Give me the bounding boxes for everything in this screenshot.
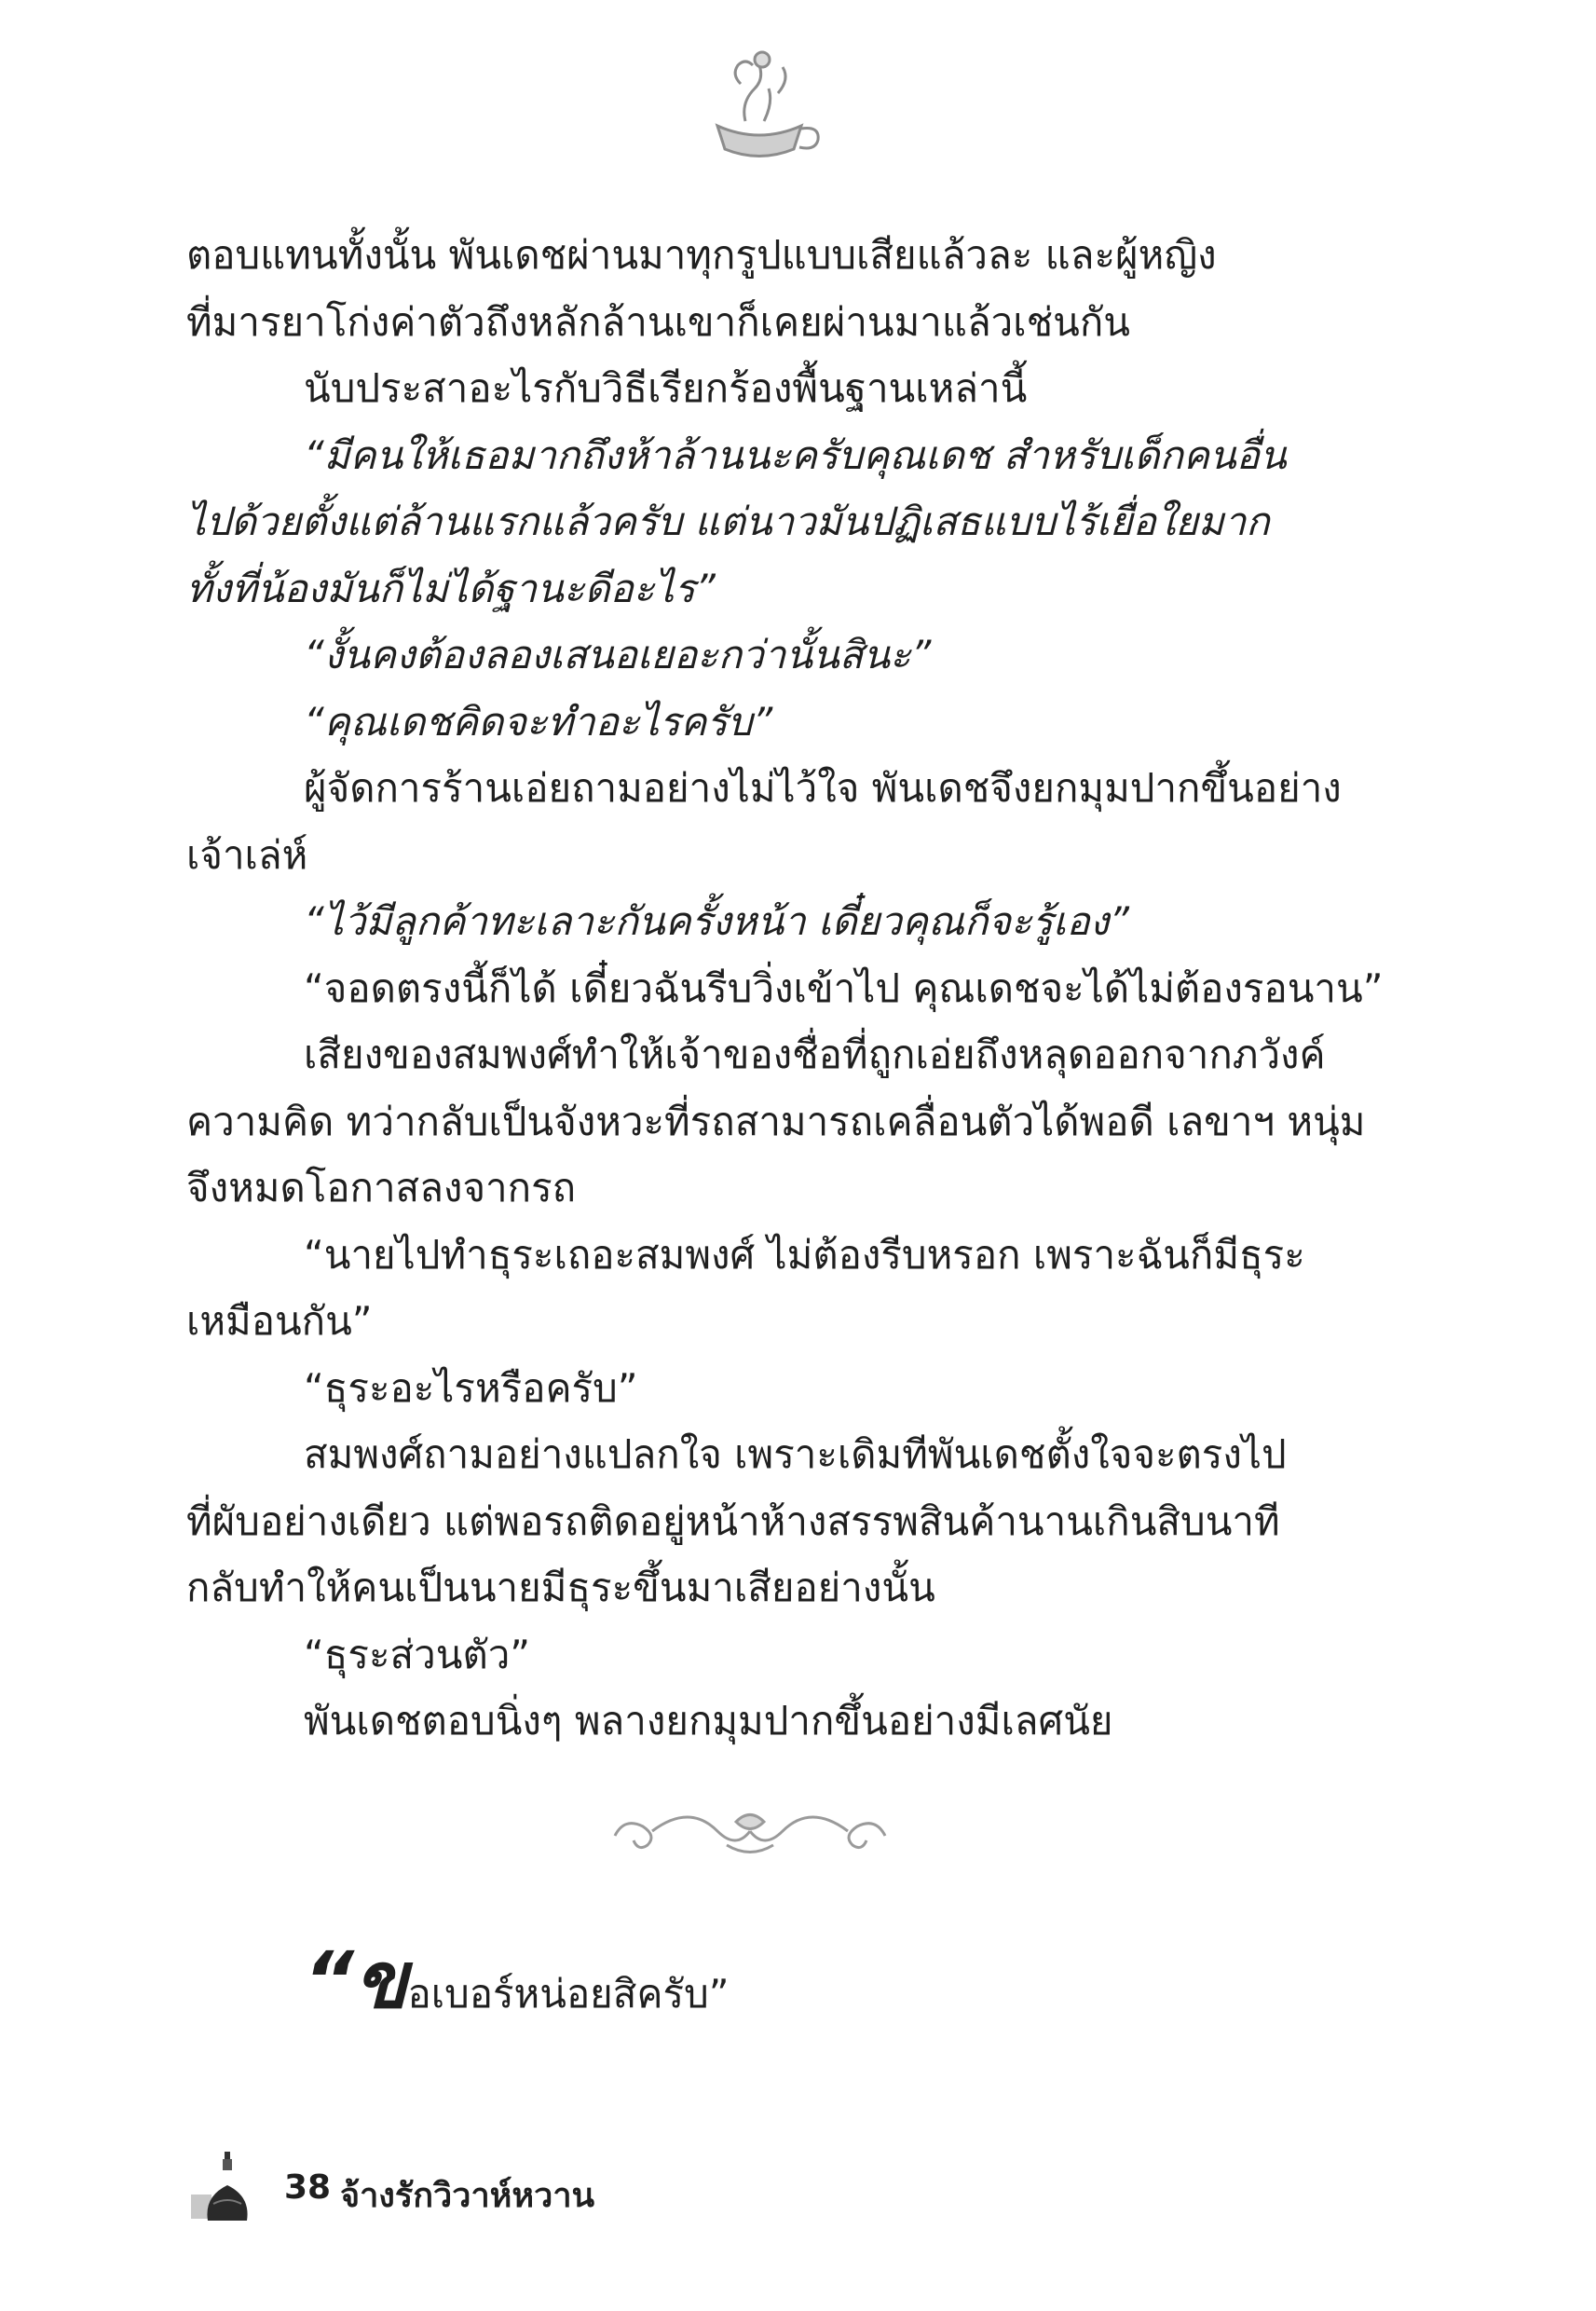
next-section-opening	[304, 1929, 730, 2045]
text-line: ความคิด ทว่ากลับเป็นจังหวะที่รถสามารถเคลื่อนตัวได้พอดี เลขาฯ หนุ่ม	[186, 1098, 1366, 1144]
cup-ornament-icon	[689, 37, 829, 177]
scroll-divider-icon	[596, 1794, 904, 1868]
perfume-bottle-icon	[191, 2148, 262, 2222]
body-text	[186, 222, 1384, 1755]
text-line: “งั้นคงต้องลองเสนอเยอะกว่านั้นสินะ”	[304, 632, 932, 677]
text-line: ตอบแทนทั้งนั้น พันเดชผ่านมาทุกรูปแบบเสียแล้วละ และผู้หญิง	[186, 232, 1217, 278]
text-line: “จอดตรงนี้ก็ได้ เดี๋ยวฉันรีบวิ่งเข้าไป คุณเดชจะได้ไม่ต้องรอนาน”	[304, 964, 1384, 1011]
book-title: จ้างรักวิวาห์หวาน	[340, 2177, 595, 2215]
text-line: ทั้งที่น้องมันก็ไม่ได้ฐานะดีอะไร”	[186, 565, 716, 611]
text-line: พันเดชตอบนิ่งๆ พลางยกมุมปากขึ้นอย่างมีเลศนัย	[304, 1698, 1113, 1744]
drop-cap: “ข	[304, 1935, 408, 2026]
text-line: ที่ผับอย่างเดียว แต่พอรถติดอยู่หน้าห้างสรรพสินค้านานเกินสิบนาที	[186, 1497, 1280, 1544]
text-line: จึงหมดโอกาสลงจากรถ	[186, 1165, 577, 1210]
text-line: “มีคนให้เธอมากถึงห้าล้านนะครับคุณเดช สำหรับเด็กคนอื่น	[304, 431, 1287, 478]
text-line: “คุณเดชคิดจะทำอะไรครับ”	[304, 698, 773, 745]
text-line: กลับทำให้คนเป็นนายมีธุระขึ้นมาเสียอย่างนั้น	[186, 1565, 935, 1610]
text-line: ที่มารยาโก่งค่าตัวถึงหลักล้านเขาก็เคยผ่านมาแล้วเช่นกัน	[186, 298, 1130, 345]
text-line: “ธุระส่วนตัว”	[304, 1631, 531, 1677]
next-section-text: อเบอร์หน่อยสิครับ”	[407, 1971, 730, 2017]
text-line: ไปด้วยตั้งแต่ล้านแรกแล้วครับ แต่นาวมันปฏิเสธแบบไร้เยื่อใยมาก	[186, 499, 1270, 544]
text-line: เสียงของสมพงศ์ทำให้เจ้าของชื่อที่ถูกเอ่ยถึงหลุดออกจากภวังค์	[304, 1032, 1326, 1077]
text-line: สมพงศ์ถามอย่างแปลกใจ เพราะเดิมทีพันเดชตั้งใจจะตรงไป	[304, 1431, 1287, 1477]
text-line: ผู้จัดการร้านเอ่ยถามอย่างไม่ไว้ใจ พันเดชจึงยกมุมปากขึ้นอย่าง	[304, 765, 1342, 811]
text-line: นับประสาอะไรกับวิธีเรียกร้องพื้นฐานเหล่านี้	[304, 365, 1028, 411]
text-line: เหมือนกัน”	[186, 1298, 373, 1344]
page-number: 38	[284, 2168, 332, 2207]
text-line: “ธุระอะไรหรือครับ”	[304, 1364, 638, 1411]
text-line: “ไว้มีลูกค้าทะเลาะกันครั้งหน้า เดี๋ยวคุณก็จะรู้เอง”	[304, 898, 1129, 944]
text-line: เจ้าเล่ห์	[186, 831, 308, 878]
text-line: “นายไปทำธุระเถอะสมพงศ์ ไม่ต้องรีบหรอก เพราะฉันก็มีธุระ	[304, 1231, 1305, 1278]
page-footer	[191, 2148, 843, 2222]
